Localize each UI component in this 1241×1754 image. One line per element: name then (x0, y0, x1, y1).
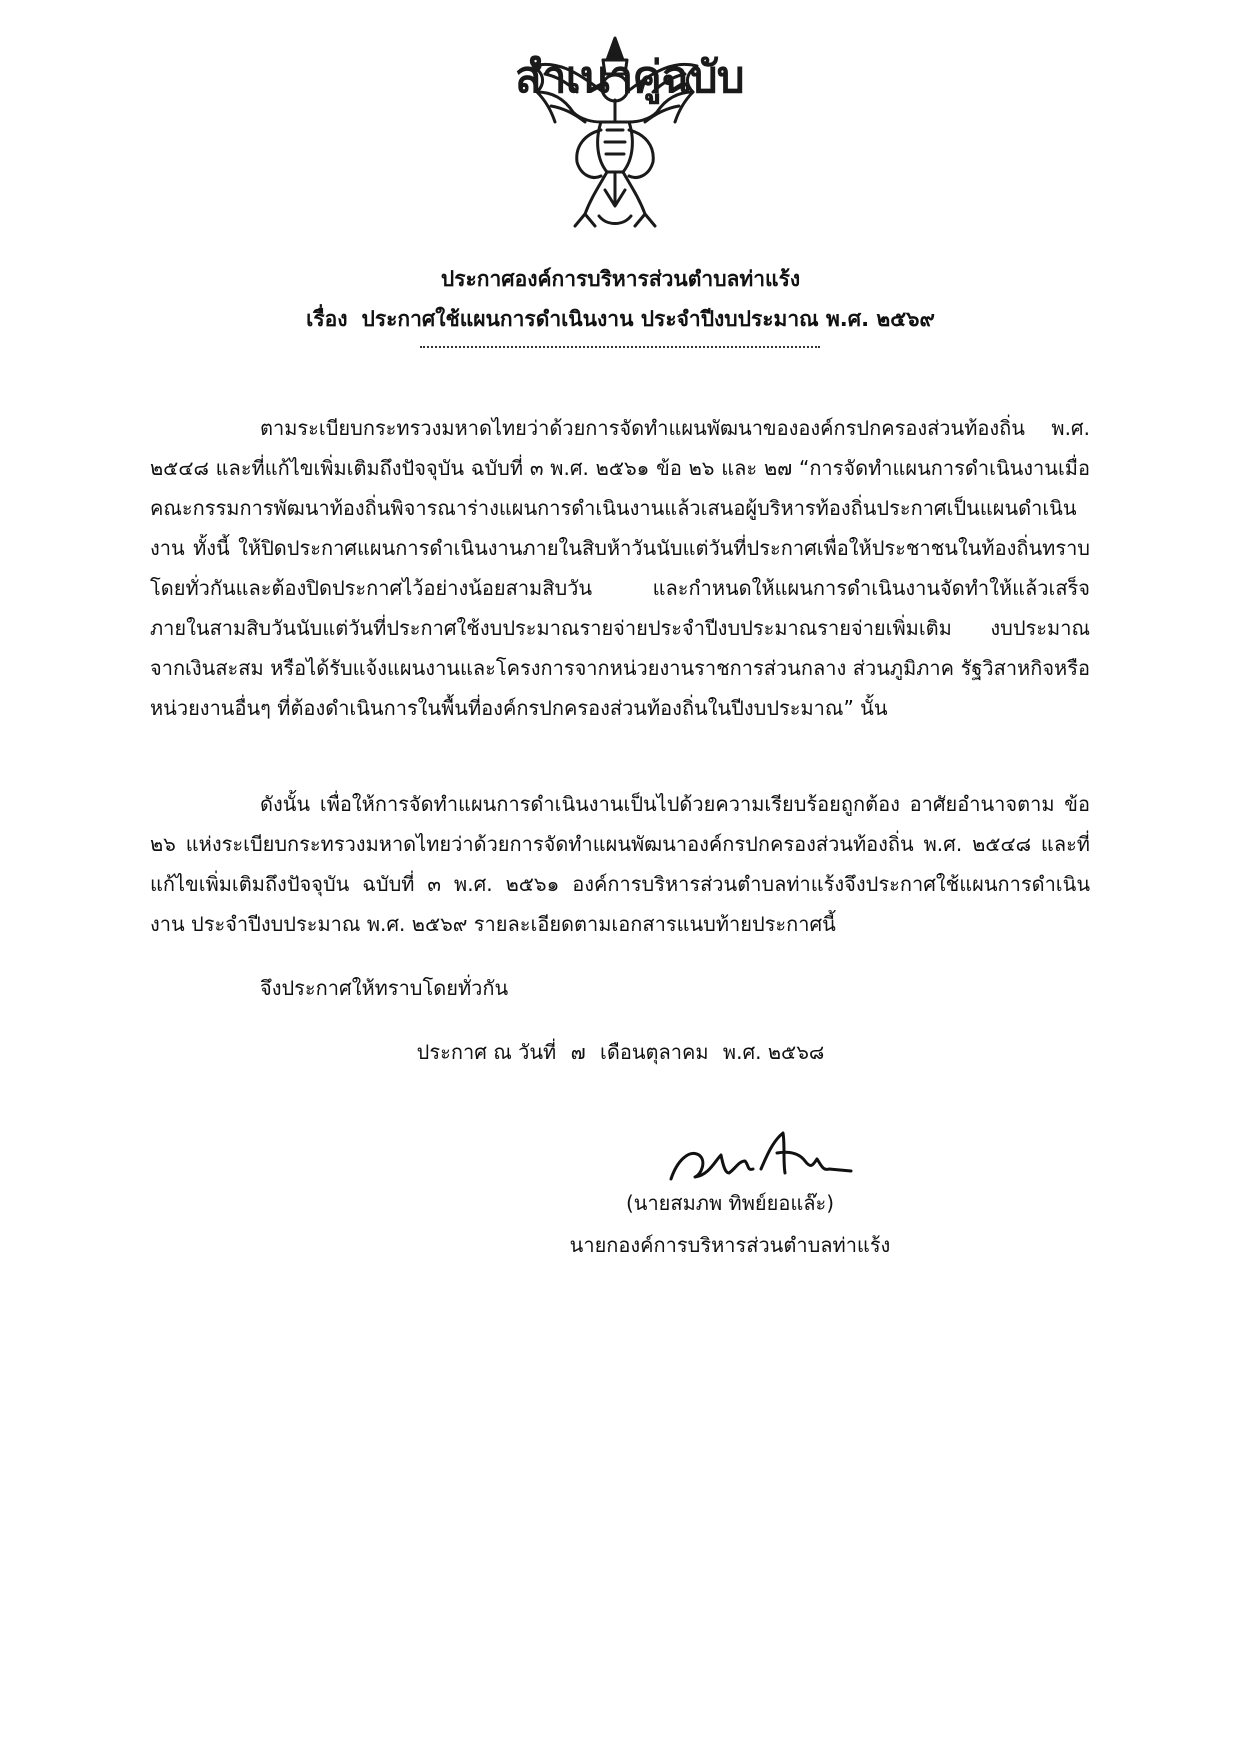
copy-stamp: สำเนาคู่ฉบับ (515, 52, 744, 103)
announcement-date (0, 1032, 1241, 1072)
subject-text: ประกาศใช้แผนการดำเนินงาน ประจำปีงบประมาณ พ.ศ. ๒๕๖๙ (361, 307, 935, 331)
date-month: เดือนตุลาคม (600, 1040, 709, 1064)
body-paragraph-1: ตามระเบียบกระทรวงมหาดไทยว่าด้วยการจัดทำแผนพัฒนาขององค์กรปกครองส่วนท้องถิ่น พ.ศ. ๒๕๔๘ และที่แก้ไขเพิ่มเติมถึงปัจจุบัน ฉบับที่ ๓ พ.ศ. ๒๕๖๑ ข้อ ๒๖ และ ๒๗ “การจัดทำแผนการดำเนินงานเมื่อคณะกรรมการพัฒนาท้องถิ่นพิจารณาร่างแผนการดำเนินงานแล้วเสนอผู้บริหารท้องถิ่นประกาศเป็นแผนดำเนินงาน ทั้งนี้ ให้ปิดประกาศแผนการดำเนินงานภายในสิบห้าวันนับแต่วันที่ประกาศเพื่อให้ประชาชนในท้องถิ่นทราบ โดยทั่วกันและต้องปิดประกาศไว้อย่างน้อยสามสิบวัน และกำหนดให้แผนการดำเนินงานจัดทำให้แล้วเสร็จภายในสามสิบวันนับแต่วันที่ประกาศใช้งบประมาณรายจ่ายประจำปีงบประมาณรายจ่ายเพิ่มเติม งบประมาณจากเงินสะสม หรือได้รับแจ้งแผนงานและโครงการจากหน่วยงานราชการส่วนกลาง ส่วนภูมิภาค รัฐวิสาหกิจหรือหน่วยงานอื่นๆ ที่ต้องดำเนินการในพื้นที่องค์กรปกครองส่วนท้องถิ่นในปีงบประมาณ” นั้น (150, 416, 1090, 720)
signatory-position: นายกองค์การบริหารส่วนตำบลท่าแร้ง (569, 1233, 891, 1257)
date-prefix: ประกาศ ณ วันที่ (416, 1040, 557, 1064)
subject-label: เรื่อง (306, 307, 348, 331)
dotted-divider (420, 346, 820, 348)
body-paragraph-2: ดังนั้น เพื่อให้การจัดทำแผนการดำเนินงานเป็นไปด้วยความเรียบร้อยถูกต้อง อาศัยอำนาจตาม ข้อ ๒๖ แห่งระเบียบกระทรวงมหาดไทยว่าด้วยการจัดทำแผนพัฒนาองค์กรปกครองส่วนท้องถิ่น พ.ศ. ๒๕๔๘ และที่แก้ไขเพิ่มเติมถึงปัจจุบัน ฉบับที่ ๓ พ.ศ. ๒๕๖๑ องค์การบริหารส่วนตำบลท่าแร้งจึงประกาศใช้แผนการดำเนินงาน ประจำปีงบประมาณ พ.ศ. ๒๕๖๙ รายละเอียดตามเอกสารแนบท้ายประกาศนี้ (150, 792, 1090, 936)
announcement-subject (0, 306, 1241, 333)
body-paragraph-3: จึงประกาศให้ทราบโดยทั่วกัน (260, 976, 509, 1000)
date-day: ๗ (570, 1040, 586, 1064)
date-year: พ.ศ. ๒๕๖๘ (722, 1040, 825, 1064)
handwritten-signature (665, 1125, 855, 1187)
announcement-title: ประกาศองค์การบริหารส่วนตำบลท่าแร้ง (440, 267, 801, 291)
signatory-name: (นายสมภพ ทิพย์ยอแล๊ะ) (625, 1191, 835, 1215)
